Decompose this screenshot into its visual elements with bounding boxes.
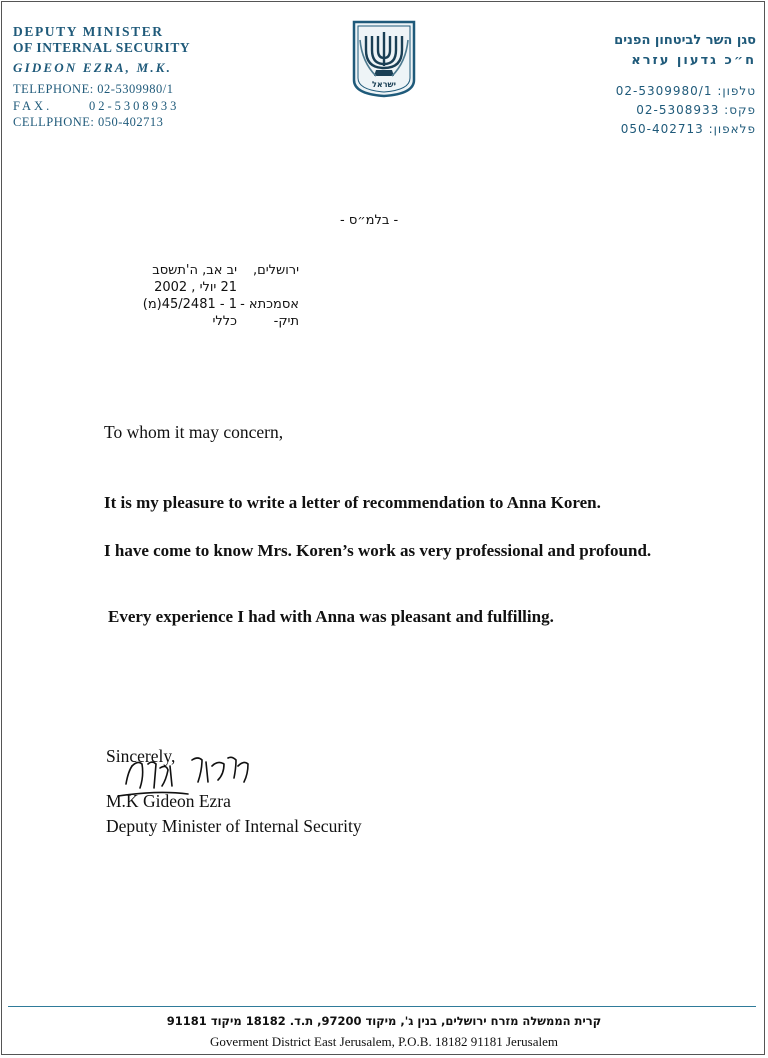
gregorian-date: 21 יולי , 2002 (154, 280, 237, 295)
handwritten-signature (118, 752, 268, 802)
classification-mark: - בלמ״ס - (340, 213, 399, 228)
hebrew-telephone-label: טלפון: (717, 84, 756, 98)
letterhead-hebrew-name: ח״כ גדעון עזרא (631, 53, 756, 68)
emblem-caption: ישראל (372, 80, 396, 89)
paragraph-3: Every experience I had with Anna was pleasant and fulfilling. (108, 607, 554, 626)
hebrew-cellphone-label: פלאפון: (708, 122, 756, 136)
hebrew-fax-label: פקס: (724, 103, 756, 117)
hebrew-telephone-value: 02-5309980/1 (615, 84, 713, 98)
footer-rule (8, 1006, 756, 1007)
footer-hebrew-address: קרית הממשלה מזרח ירושלים, בנין ג', מיקוד 97200, ת.ד. 18182 מיקוד 91181 (166, 1014, 602, 1028)
letterhead-hebrew-title: סגן השר לביטחון הפנים (614, 33, 756, 48)
paragraph-1: It is my pleasure to write a letter of recommendation to Anna Koren. (104, 493, 601, 512)
date-reference-block (109, 262, 299, 330)
page-frame (1, 1, 765, 1055)
file-label: תיק- (273, 314, 299, 329)
file-row (109, 313, 299, 330)
hebrew-cellphone-value: 050-402713 (620, 122, 704, 136)
paragraph-2: I have come to know Mrs. Koren’s work as very professional and profound. (104, 541, 652, 560)
signer-name: M.K Gideon Ezra (106, 791, 231, 811)
letterhead-english (13, 24, 190, 131)
cellphone-line: CELLPHONE: 050-402713 (13, 115, 164, 129)
letterhead-hebrew-contact (614, 82, 756, 139)
telephone-line: TELEPHONE: 02-5309980/1 (13, 82, 174, 96)
gregorian-date-row (109, 279, 299, 296)
signer-title: Deputy Minister of Internal Security (106, 816, 362, 836)
file-value: כללי (212, 314, 237, 329)
fax-line: FAX. 02-5308933 (13, 98, 180, 113)
footer-english-address: Goverment District East Jerusalem, P.O.B. 18182 91181 Jerusalem (210, 1034, 558, 1049)
hebrew-fax-row (614, 101, 756, 120)
letterhead-hebrew (614, 32, 756, 139)
hebrew-cellphone-row (614, 120, 756, 139)
hebrew-fax-value: 02-5308933 (636, 103, 720, 117)
letterhead-title-line2: OF INTERNAL SECURITY (13, 40, 191, 55)
date-row (109, 262, 299, 279)
reference-label: אסמכתא - (240, 297, 299, 312)
place-label: ירושלים, (252, 263, 299, 278)
closing-salutation: Sincerely, (106, 746, 176, 766)
greeting: To whom it may concern, (104, 422, 284, 442)
hebrew-date: יב אב, ה'תשסב (152, 263, 237, 278)
letterhead-title-line1: DEPUTY MINISTER (13, 24, 164, 39)
hebrew-telephone-row (614, 82, 756, 101)
letterhead-name: GIDEON EZRA, M.K. (13, 60, 173, 75)
letterhead-contact (13, 81, 190, 131)
menorah-emblem-icon (348, 18, 420, 98)
letter-body (104, 422, 704, 626)
reference-row (109, 296, 299, 313)
reference-value: 1 - 45/2481(מ) (142, 297, 237, 312)
